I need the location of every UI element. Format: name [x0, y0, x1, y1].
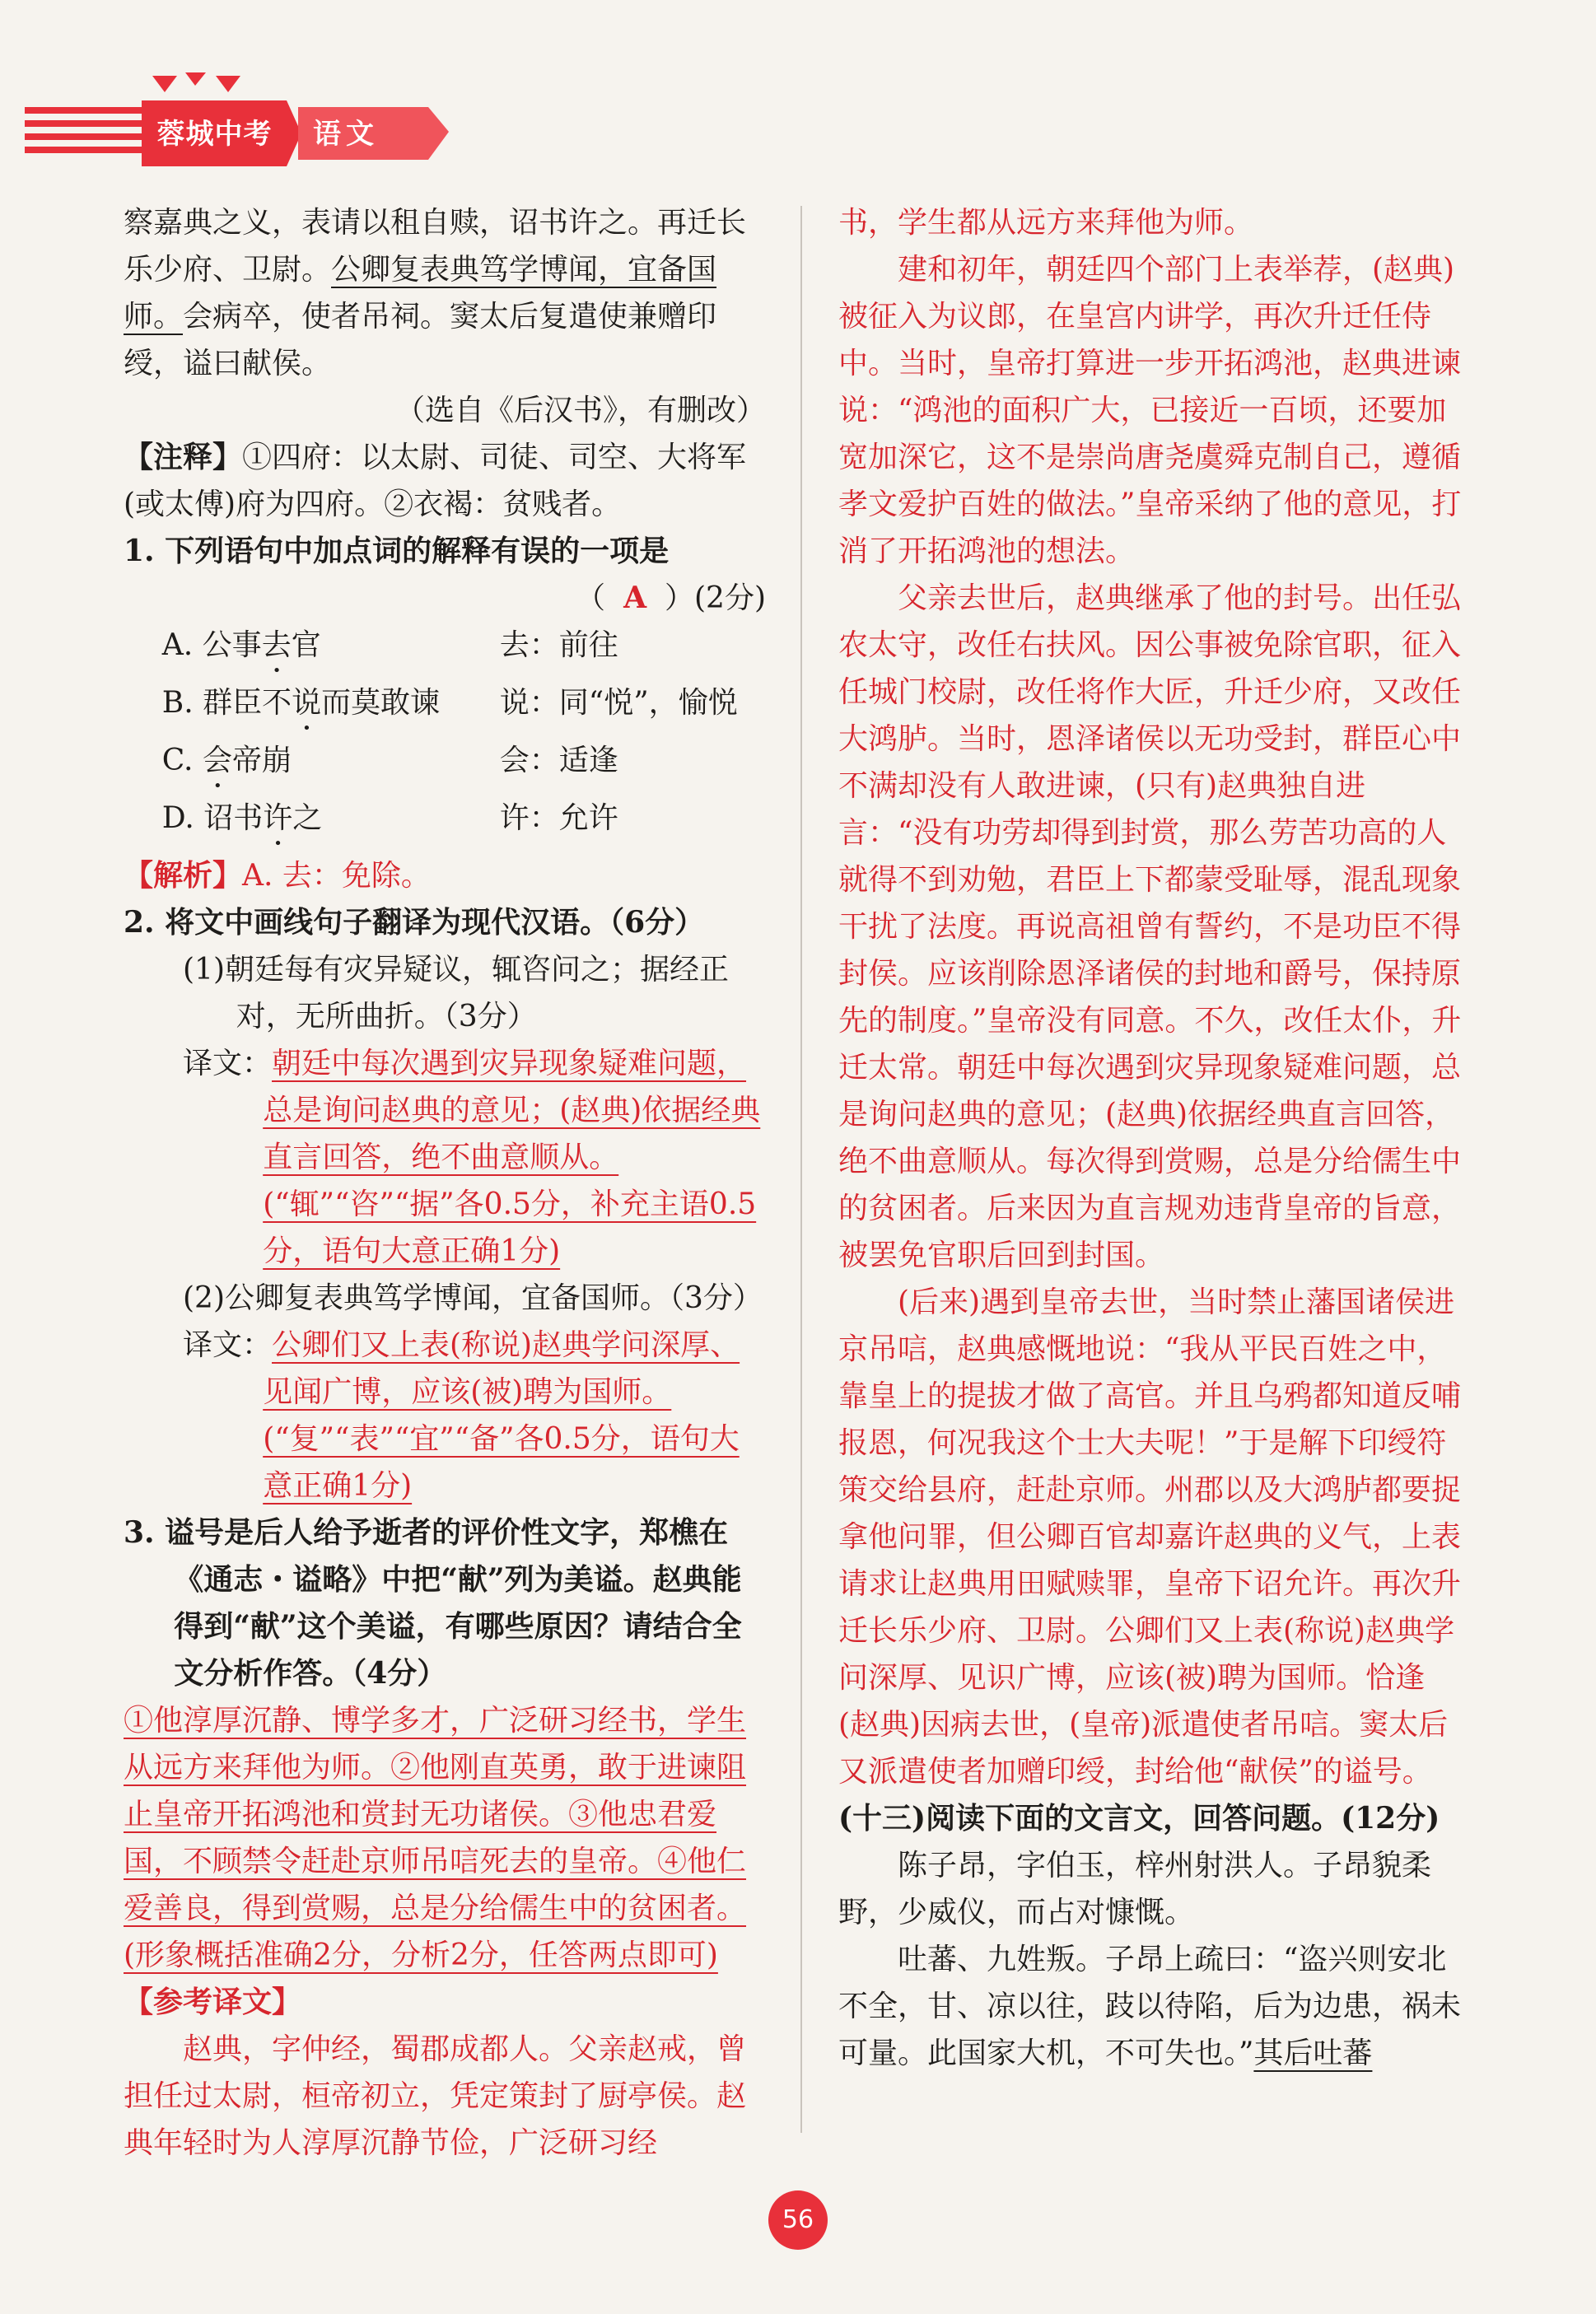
question-2-translation-2	[124, 1322, 766, 1509]
section-13-paragraph-1: 陈子昂，字伯玉，梓州射洪人。子昂貌柔野，少威仪，而占对慷慨。	[838, 1849, 1432, 1929]
header-chevron-right-icon	[216, 76, 240, 92]
option-c-gloss: 会：适逢	[499, 744, 618, 777]
question-2-sentence-2: (2)公卿复表典笃学博闻，宜备国师。（3分）	[183, 1281, 763, 1315]
answer-score: ）(2分)	[665, 581, 766, 615]
option-c-text: 帝崩	[231, 744, 292, 777]
header-chevron-mid-icon	[185, 72, 206, 86]
option-a	[124, 622, 766, 679]
option-b-text: B. 群臣不	[161, 686, 292, 720]
option-d-text: 之	[292, 801, 323, 835]
option-b-gloss: 说：同“悦”，愉悦	[499, 686, 738, 720]
option-d-dotted-word: 许	[263, 801, 293, 835]
passage-text: 吐蕃、九姓叛。子昂上疏曰：“盗兴则安北不全，甘、凉以往，跂以待陷，后为边患，祸未可量。此国家大机，不可失也。”	[838, 1943, 1462, 2070]
reference-translation-label: 【参考译文】	[124, 1985, 302, 2019]
question-1-answer: A	[623, 581, 646, 615]
brand-title: 蓉城中考	[156, 118, 273, 151]
page-header	[0, 0, 1596, 181]
option-a-text: 官	[291, 628, 321, 662]
option-a-dotted-word: 去	[261, 628, 292, 662]
section-13-heading: (十三)阅读下面的文言文，回答问题。(12分)	[838, 1801, 1440, 1836]
right-column	[838, 199, 1464, 2077]
question-2-translation-1	[124, 1040, 766, 1275]
notes-text: ①四府：以太尉、司徒、司空、大将军(或太傅)府为四府。②衣褐：贫贱者。	[124, 441, 747, 521]
analysis-label: 【解析】	[124, 858, 243, 893]
translation-paragraph: (后来)遇到皇帝去世，当时禁止藩国诸侯进京吊唁，赵典感慨地说：“我从平民百姓之中，靠皇上的提拔才做了高官。并且乌鸦都知道反哺报恩，何况我这个士大夫呢！”于是解下印绶符策交给县府，赶赴京师。州郡以及大鸿胪都要捉拿他问罪，但公卿百官却嘉许赵典的义气，上表请求让赵典用田赋赎罪，皇帝下诏允许。再次升迁长乐少府、卫尉。公卿们又上表(称说)赵典学问深厚、见识广博，应该(被)聘为国师。恰逢(赵典)因病去世，(皇帝)派遣使者吊唁。窦太后又派遣使者加赠印绶，封给他“献侯”的谥号。	[838, 1285, 1462, 1789]
analysis-text: A. 去：免除。	[242, 859, 431, 893]
subject-label: 语文	[313, 118, 379, 151]
translation-paragraph: 书，学生都从远方来拜他为师。	[838, 206, 1254, 240]
option-b-text: 而莫敢谏	[321, 686, 441, 720]
option-d-text: D. 诏书	[161, 801, 264, 835]
option-c-text: C.	[161, 744, 203, 777]
passage-source: （选自《后汉书》，有删改）	[394, 394, 766, 427]
passage-text: 察嘉典之义，表请以租自赎，诏书许之。再迁长乐少府、卫尉。	[124, 206, 747, 287]
passage-underlined-sentence: 其后吐蕃	[1253, 2036, 1373, 2070]
passage-underlined-sentence: 公卿复表典笃学博闻，宜备国师。	[124, 253, 717, 334]
translation-label: 译文：	[183, 1047, 273, 1080]
question-1-prompt: 1. 下列语句中加点词的解释有误的一项是	[124, 534, 670, 568]
option-a-gloss: 去：前往	[499, 628, 618, 662]
translation-paragraph: 父亲去世后，赵典继承了他的封号。出任弘农太守，改任右扶风。因公事被免除官职，征入任城门校尉，改任将作大匠，升迁少府，又改任大鸿胪。当时，恩泽诸侯以无功受封，群臣心中不满却没有人敢进谏，(只有)赵典独自进言：“没有功劳却得到封赏，那么劳苦功高的人就得不到劝勉，君臣上下都蒙受耻辱，混乱现象干扰了法度。再说高祖曾有誓约，不是功臣不得封侯。应该削除恩泽诸侯的封地和爵号，保持原先的制度。”皇帝没有同意。不久，改任太仆，升迁太常。朝廷中每次遇到灾异现象疑难问题，总是询问赵典的意见；(赵典)依据经典直言回答，绝不曲意顺从。每次得到赏赐，总是分给儒生中的贫困者。后来因为直言规劝违背皇帝的旨意，被罢免官职后回到封国。	[838, 581, 1462, 1272]
section-13-paragraph-2	[838, 1936, 1464, 2077]
translation-answer: 公卿们又上表(称说)赵典学问深厚、见闻广博，应该(被)聘为国师。(“复”“表”“宜”“备”各0.5分，语句大意正确1分)	[263, 1328, 740, 1503]
option-c-dotted-word: 会	[202, 744, 232, 777]
passage-continuation	[124, 199, 766, 387]
option-c	[124, 737, 766, 795]
question-3-answer: ①他淳厚沉静、博学多才，广泛研习经书，学生从远方来拜他为师。②他刚直英勇，敢于进谏阻止皇帝开拓鸿池和赏封无功诸侯。③他忠君爱国，不顾禁令赶赴京师吊唁死去的皇帝。④他仁爱善良，得到赏赐，总是分给儒生中的贫困者。(形象概括准确2分，分析2分，任答两点即可)	[124, 1704, 747, 1972]
option-b	[124, 679, 766, 737]
column-divider	[800, 206, 802, 2133]
page-number: 56	[768, 2190, 828, 2250]
header-chevron-left-icon	[152, 76, 177, 92]
question-1-analysis	[124, 852, 766, 899]
translation-paragraph: 建和初年，朝廷四个部门上表举荐，(赵典)被征入为议郎，在皇宫内讲学，再次升迁任侍中。当时，皇帝打算进一步开拓鸿池，赵典进谏说：“鸿池的面积广大，已接近一百顷，还要加宽加深它，这不是崇尚唐尧虞舜克制自己，遵循孝文爱护百姓的做法。”皇帝采纳了他的意见，打消了开拓鸿池的想法。	[838, 253, 1462, 568]
translation-label: 译文：	[183, 1328, 273, 1362]
left-column	[124, 199, 766, 2167]
translation-answer: 朝廷中每次遇到灾异现象疑难问题，总是询问赵典的意见；(赵典)依据经典直言回答，绝不曲意顺从。(“辄”“咨”“据”各0.5分，补充主语0.5分，语句大意正确1分)	[263, 1047, 761, 1268]
option-d	[124, 795, 766, 852]
option-d-gloss: 许：允许	[499, 801, 618, 835]
notes-label: 【注释】	[124, 440, 243, 474]
notes	[124, 434, 766, 528]
option-b-dotted-word: 说	[292, 686, 322, 720]
answer-bracket: （	[576, 581, 606, 615]
passage-text: 会病卒，使者吊祠。窦太后复遣使兼赠印绶，谥曰献侯。	[124, 300, 717, 380]
question-3-prompt: 3. 谥号是后人给予逝者的评价性文字，郑樵在《通志・谥略》中把“献”列为美谥。赵典能得到“献”这个美谥，有哪些原因？请结合全文分析作答。（4分）	[124, 1515, 742, 1691]
question-2-prompt: 2. 将文中画线句子翻译为现代汉语。（6分）	[124, 905, 705, 940]
option-a-text: A. 公事	[161, 628, 262, 662]
question-1-answer-row	[124, 575, 766, 622]
reference-translation-start: 赵典，字仲经，蜀郡成都人。父亲赵戒，曾担任过太尉，桓帝初立，凭定策封了厨亭侯。赵典年轻时为人淳厚沉静节俭，广泛研习经	[124, 2032, 747, 2160]
question-2-sentence-1: (1)朝廷每有灾异疑议，辄咨问之；据经正对，无所曲折。（3分）	[183, 953, 729, 1033]
